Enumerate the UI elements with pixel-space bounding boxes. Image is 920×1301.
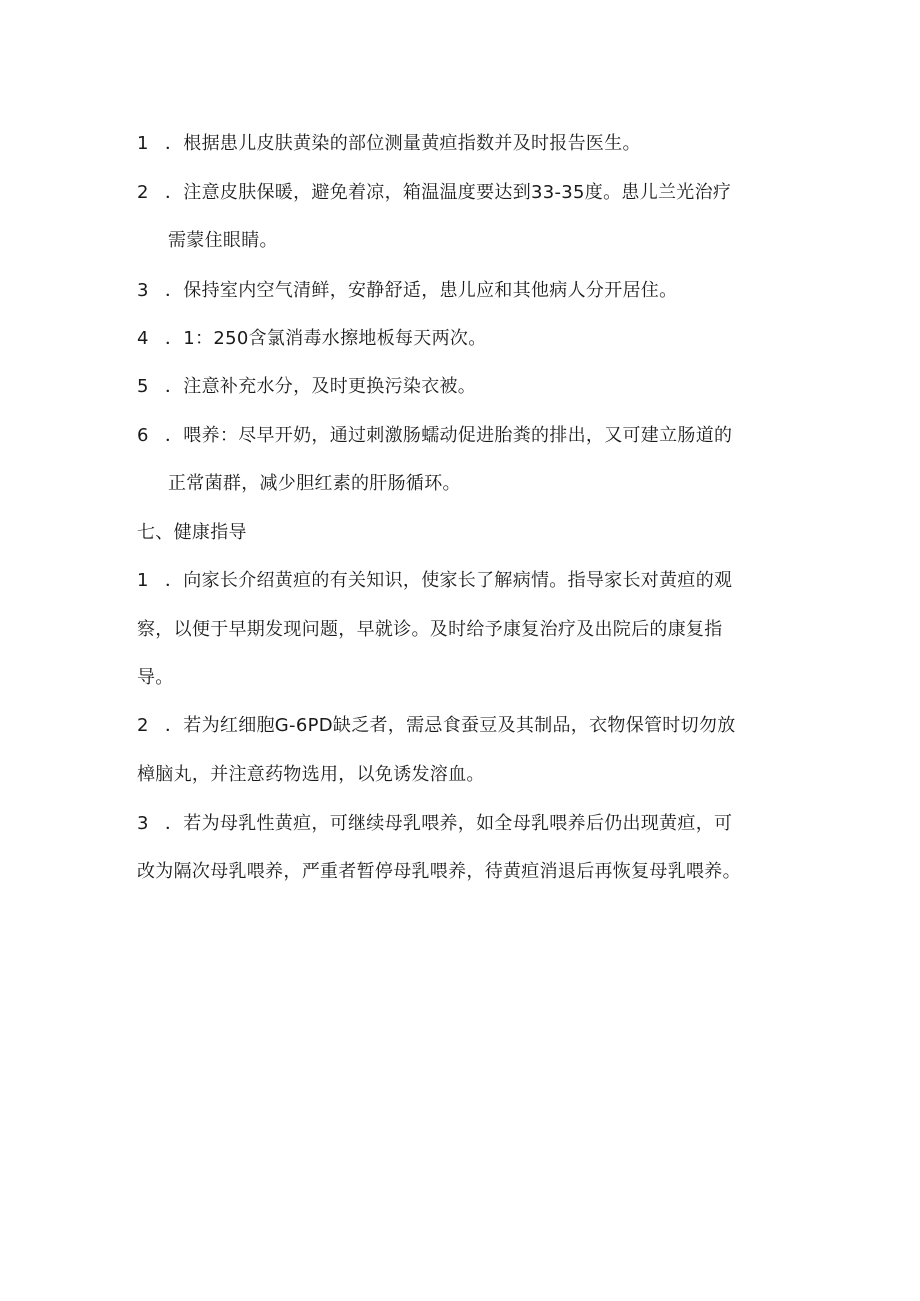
item-number: 3: [137, 813, 149, 834]
item-number: 3: [137, 280, 149, 301]
guidance-item-2: [137, 714, 736, 738]
item-number: 2: [137, 182, 149, 203]
nursing-item-4: [137, 327, 487, 351]
nursing-item-6-continuation: 正常菌群，减少胆红素的肝肠循环。: [168, 473, 461, 494]
guidance-item-3-continuation: 改为隔次母乳喂养，严重者暂停母乳喂养，待黄疸消退后再恢复母乳喂养。: [137, 861, 741, 882]
nursing-item-5: [137, 375, 476, 399]
nursing-item-3: [137, 279, 677, 303]
guidance-item-3: [137, 812, 732, 836]
nursing-item-1: [137, 132, 641, 156]
item-number: 6: [137, 425, 149, 446]
guidance-item-1-continuation: 察，以便于早期发现问题，早就诊。及时给予康复治疗及出院后的康复指: [137, 619, 723, 640]
item-text: ．1：250含氯消毒水擦地板每天两次。: [165, 328, 487, 349]
item-text: ．若为红细胞G-6PD缺乏者，需忌食蚕豆及其制品，衣物保管时切勿放: [165, 715, 736, 736]
item-text: ．注意皮肤保暖，避免着凉，箱温温度要达到33-35度。患儿兰光治疗: [165, 182, 732, 203]
item-number: 1: [137, 133, 149, 154]
item-text: ．根据患儿皮肤黄染的部位测量黄疸指数并及时报告医生。: [165, 133, 641, 154]
guidance-item-1-continuation: 导。: [137, 667, 174, 688]
section-heading: 七、健康指导: [137, 522, 247, 543]
item-number: 5: [137, 376, 149, 397]
nursing-item-2: [137, 181, 731, 205]
item-text: ．向家长介绍黄疸的有关知识，使家长了解病情。指导家长对黄疸的观: [165, 570, 733, 591]
item-text: ．若为母乳性黄疸，可继续母乳喂养，如全母乳喂养后仍出现黄疸，可: [165, 813, 733, 834]
nursing-item-2-continuation: 需蒙住眼睛。: [168, 230, 278, 251]
item-number: 1: [137, 570, 149, 591]
item-text: ．注意补充水分，及时更换污染衣被。: [165, 376, 477, 397]
guidance-item-1: [137, 569, 732, 593]
item-number: 4: [137, 328, 149, 349]
item-number: 2: [137, 715, 149, 736]
nursing-item-6: [137, 424, 732, 448]
guidance-item-2-continuation: 樟脑丸，并注意药物选用，以免诱发溶血。: [137, 764, 485, 785]
item-text: ．保持室内空气清鲜，安静舒适，患儿应和其他病人分开居住。: [165, 280, 678, 301]
item-text: ．喂养：尽早开奶，通过刺激肠蠕动促进胎粪的排出，又可建立肠道的: [165, 425, 733, 446]
